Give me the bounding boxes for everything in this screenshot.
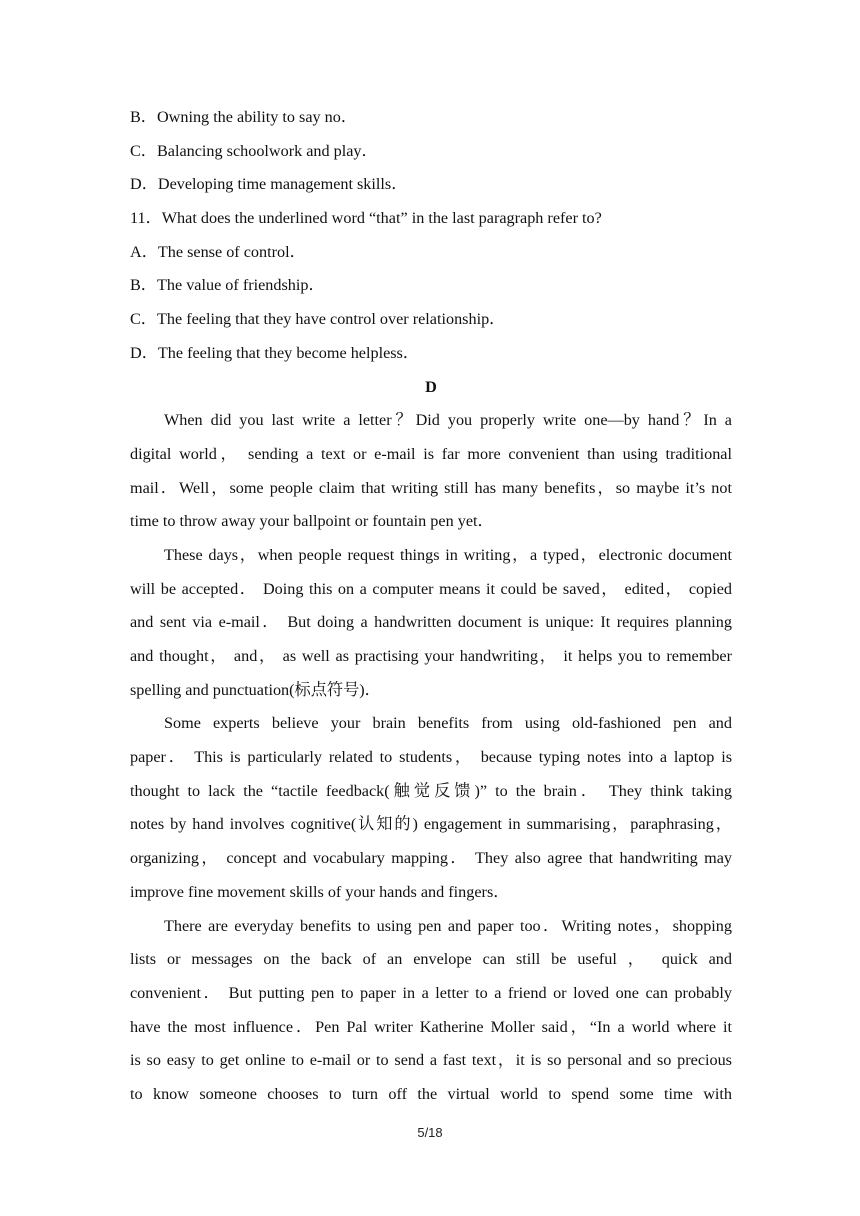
passage-line: These days，when people request things in writing，a typed，electronic document: [164, 545, 732, 564]
question-11: 11．What does the underlined word “that” in the last paragraph refer to?: [130, 209, 602, 228]
passage-line: and sent via e-mail． But doing a handwritten document is unique: It requires planning: [130, 613, 732, 632]
passage-line: thought to lack the “tactile feedback(触觉反馈)” to the brain． They think taking: [130, 781, 732, 800]
passage-line: organizing， concept and vocabulary mapping． They also agree that handwriting may: [130, 849, 732, 868]
passage-line: and thought， and， as well as practising your handwriting， it helps you to remember: [130, 647, 732, 665]
option-q11-c: C．The feeling that they have control over relationship．: [130, 310, 506, 329]
passage-line: lists or messages on the back of an envelope can still be useful ， quick and: [130, 950, 732, 969]
option-q11-d: D．The feeling that they become helpless．: [130, 343, 420, 362]
passage-line: mail．Well，some people claim that writing still has many benefits，so maybe it’s not: [130, 478, 732, 497]
passage-line: improve fine movement skills of your hands and fingers．: [130, 882, 510, 901]
passage-line: Some experts believe your brain benefits from using old-fashioned pen and: [164, 714, 732, 733]
option-q11-b: B．The value of friendship．: [130, 276, 325, 295]
passage-line: will be accepted． Doing this on a computer means it could be saved， edited， copied: [130, 579, 732, 598]
passage-line: There are everyday benefits to using pen and paper too．Writing notes，shopping: [164, 916, 732, 935]
passage-line: spelling and punctuation(标点符号)．: [130, 680, 381, 699]
passage-line: paper． This is particularly related to students， because typing notes into a laptop is: [130, 748, 732, 767]
passage-line: When did you last write a letter？Did you properly write one—by hand？In a: [164, 411, 732, 430]
option-q10-c: C．Balancing schoolwork and play．: [130, 141, 378, 160]
section-heading: D: [425, 377, 437, 396]
option-q11-a: A．The sense of control．: [130, 242, 306, 261]
passage-line: to know someone chooses to turn off the virtual world to spend some time with: [130, 1084, 732, 1103]
passage-line: is so easy to get online to e-mail or to send a fast text，it is so personal and so precious: [130, 1051, 732, 1070]
page-content: [130, 101, 732, 1112]
passage-line: notes by hand involves cognitive(认知的) engagement in summarising，paraphrasing，: [130, 815, 732, 834]
passage-line: convenient． But putting pen to paper in a letter to a friend or loved one can probably: [130, 983, 732, 1002]
option-q10-d: D．Developing time management skills．: [130, 175, 408, 194]
option-q10-b: B．Owning the ability to say no．: [130, 108, 358, 126]
page-number: 5/18: [417, 1125, 443, 1140]
passage-line: digital world， sending a text or e-mail is far more convenient than using traditional: [130, 444, 732, 463]
passage-line: have the most influence．Pen Pal writer Katherine Moller said，“In a world where it: [130, 1017, 732, 1036]
passage-line: time to throw away your ballpoint or fountain pen yet．: [130, 512, 494, 531]
